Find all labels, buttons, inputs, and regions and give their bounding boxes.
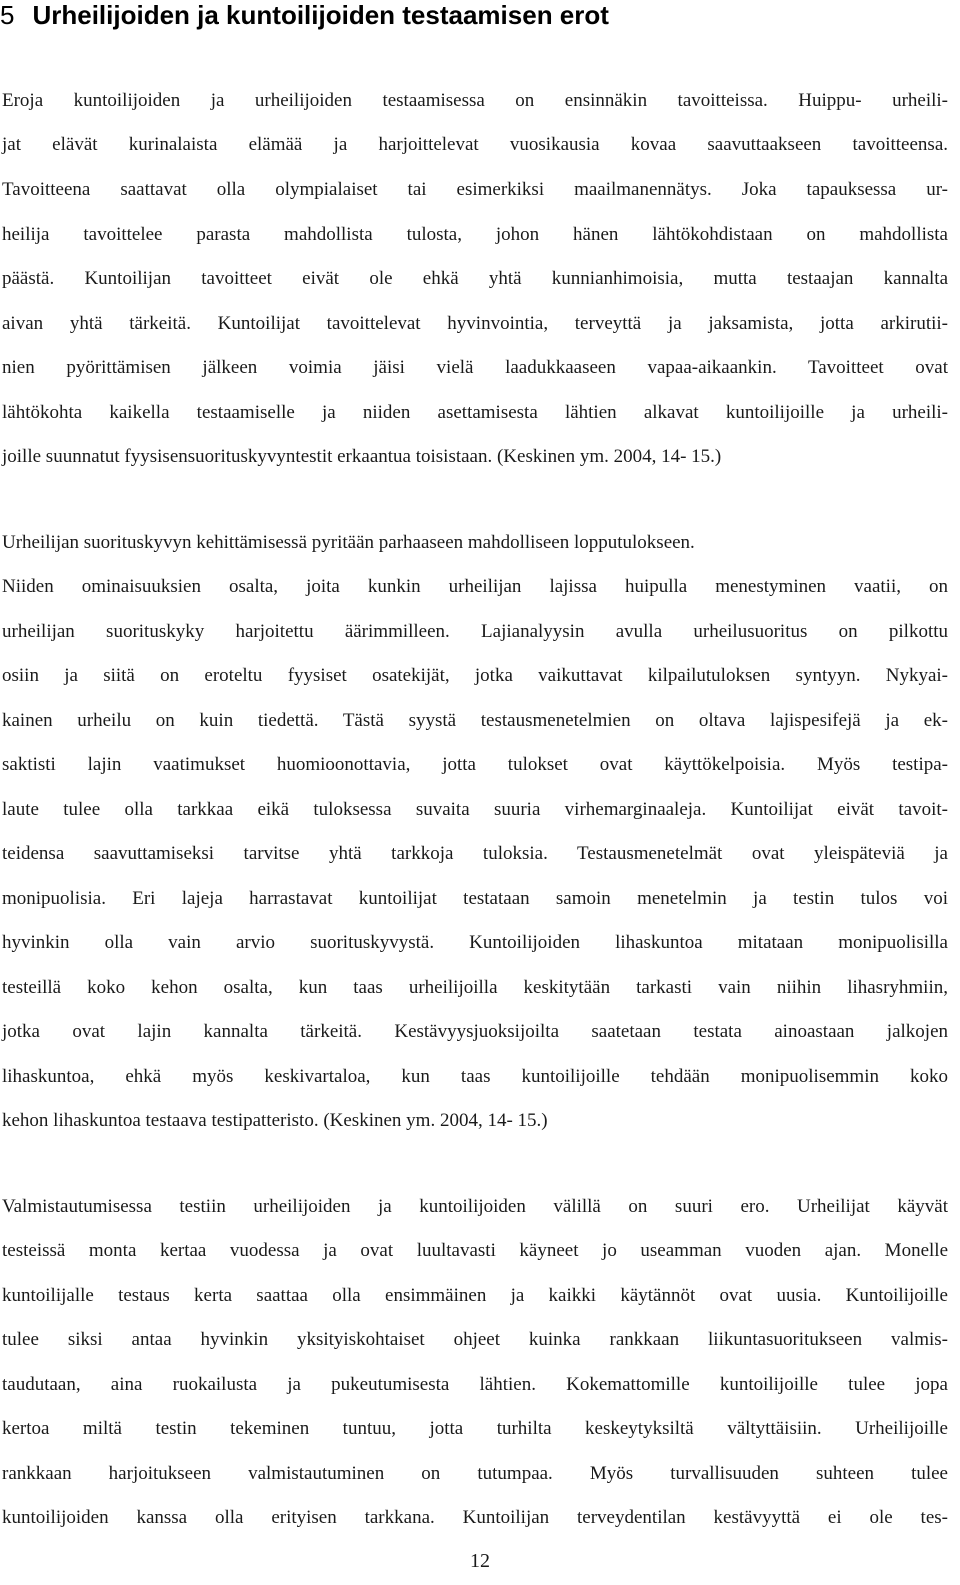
text-line: taudutaan, aina ruokailusta ja pukeutumisesta lähtien. Kokemattomille kuntoilijoille tulee jopa [2,1374,948,1395]
text-line: tulee siksi antaa hyvinkin yksityiskohtaiset ohjeet kuinka rankkaan liikuntasuoritukseen valmis- [2,1329,948,1350]
text-line: kuntoilijoiden kanssa olla erityisen tarkkana. Kuntoilijan terveydentilan kestävyyttä ei ole tes- [2,1507,948,1528]
text-line: saktisti lajin vaatimukset huomioonottavia, jotta tulokset ovat käyttökelpoisia. Myös testipa- [2,754,948,775]
text-line: teidensa saavuttamiseksi tarvitse yhtä tarkkoja tuloksia. Testausmenetelmät ovat yleispäteviä ja [2,843,948,864]
text-line: joille suunnatut fyysisensuorituskyvyntestit erkaantua toisistaan. (Keskinen ym. 2004, 14- 15.) [2,446,722,467]
text-line: Eroja kuntoilijoiden ja urheilijoiden testaamisessa on ensinnäkin tavoitteissa. Huippu- urheili- [2,90,948,111]
section-heading [0,0,609,32]
text-line: lähtökohta kaikella testaamiselle ja niiden asettamisesta lähtien alkavat kuntoilijoille ja urheili- [2,402,948,423]
text-line: laute tulee olla tarkkaa eikä tuloksessa suvaita suuria virhemarginaaleja. Kuntoilijat eivät tavoit- [2,799,948,820]
text-line: osiin ja siitä on eroteltu fyysiset osatekijät, jotka vaikuttavat kilpailutuloksen syntyyn. Nykyai- [2,665,948,686]
text-line: testeillä koko kehon osalta, kun taas urheilijoilla keskitytään tarkasti vain niihin lihasryhmiin, [2,977,948,998]
text-line: kehon lihaskuntoa testaava testipatteristo. (Keskinen ym. 2004, 14- 15.) [2,1110,548,1131]
text-line: aivan yhtä tärkeitä. Kuntoilijat tavoittelevat hyvinvointia, terveyttä ja jaksamista, jotta arkirutii- [2,313,948,334]
text-line: jotka ovat lajin kannalta tärkeitä. Kestävyysjuoksijoilta saatetaan testata ainoastaan jalkojen [2,1021,948,1042]
text-line: nien pyörittämisen jälkeen voimia jäisi vielä laadukkaaseen vapaa-aikaankin. Tavoitteet ovat [2,357,948,378]
text-line: Tavoitteena saattavat olla olympialaiset tai esimerkiksi maailmanennätys. Joka tapauksessa ur- [2,179,948,200]
text-line: urheilijan suorituskyky harjoitettu äärimmilleen. Lajianalyysin avulla urheilusuoritus on pilkottu [2,621,948,642]
text-line: Niiden ominaisuuksien osalta, joita kunkin urheilijan lajissa huipulla menestyminen vaatii, on [2,576,948,597]
text-line: kertoa miltä testin tekeminen tuntuu, jotta turhilta keskeytyksiltä vältyttäisiin. Urheilijoille [2,1418,948,1439]
text-line: testeissä monta kertaa vuodessa ja ovat luultavasti käyneet jo useamman vuoden ajan. Monelle [2,1240,948,1261]
text-line: Urheilijan suorituskyvyn kehittämisessä pyritään parhaaseen mahdolliseen lopputulokseen. [2,532,695,553]
text-line: päästä. Kuntoilijan tavoitteet eivät ole ehkä yhtä kunnianhimoisia, mutta testaajan kannalta [2,268,948,289]
text-line: hyvinkin olla vain arvio suorituskyvystä. Kuntoilijoiden lihaskuntoa mitataan monipuolisilla [2,932,948,953]
section-title: Urheilijoiden ja kuntoilijoiden testaamisen erot [32,0,609,30]
page-number: 12 [470,1550,490,1572]
text-line: rankkaan harjoitukseen valmistautuminen on tutumpaa. Myös turvallisuuden suhteen tulee [2,1463,948,1484]
text-line: kuntoilijalle testaus kerta saattaa olla ensimmäinen ja kaikki käytännöt ovat uusia. Kuntoilijoille [2,1285,948,1306]
text-line: lihaskuntoa, ehkä myös keskivartaloa, kun taas kuntoilijoille tehdään monipuolisemmin koko [2,1066,948,1087]
text-line: monipuolisia. Eri lajeja harrastavat kuntoilijat testataan samoin menetelmin ja testin tulos voi [2,888,948,909]
text-line: heilija tavoittelee parasta mahdollista tulosta, johon hänen lähtökohdistaan on mahdollista [2,224,948,245]
text-line: kainen urheilu on kuin tiedettä. Tästä syystä testausmenetelmien on oltava lajispesifejä ja ek- [2,710,948,731]
text-line: jat elävät kurinalaista elämää ja harjoittelevat vuosikausia kovaa saavuttaakseen tavoitteensa. [2,134,948,155]
text-line: Valmistautumisessa testiin urheilijoiden ja kuntoilijoiden välillä on suuri ero. Urheilijat käyvät [2,1196,948,1217]
section-number: 5 [0,0,15,30]
